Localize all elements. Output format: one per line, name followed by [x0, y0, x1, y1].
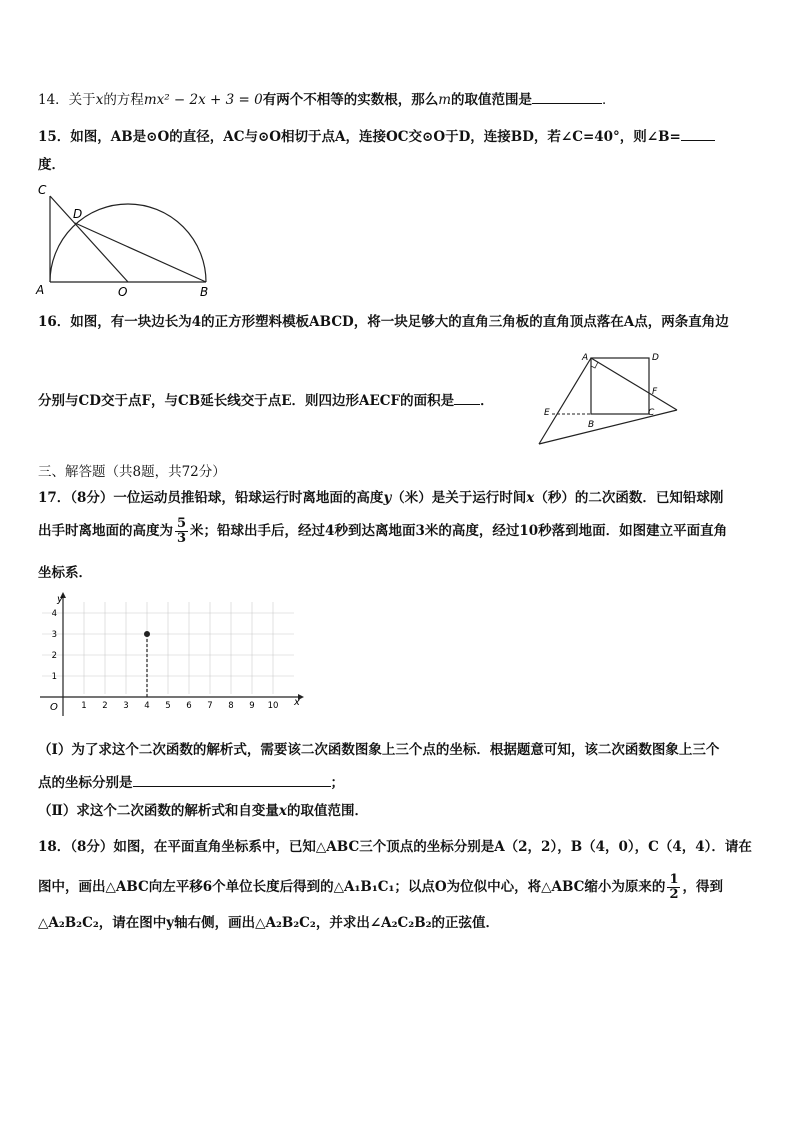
- q18-frac-num: 1: [669, 871, 679, 887]
- q16-label-a: A: [582, 353, 589, 363]
- q17-y-tick-label: 4: [51, 609, 57, 619]
- q15-figure: [36, 182, 216, 298]
- q17-part2: [38, 802, 368, 820]
- q17-frac-num: 5: [177, 515, 187, 531]
- q17-y-tick-label: 2: [51, 651, 57, 661]
- q18-fraction: [667, 873, 680, 902]
- q16-label-d: D: [652, 353, 659, 363]
- q14-mid2: 有两个不相等的实数根，那么: [262, 92, 439, 108]
- q17-part2-text-a: （Ⅱ）求这个二次函数的解析式和自变量: [38, 803, 279, 819]
- q17-text2a: 出手时离地面的高度为: [38, 523, 173, 539]
- q18-line2: [38, 870, 723, 904]
- q17-point: [144, 631, 150, 637]
- q16-text2: 分别与CD交于点F，与CB延长线交于点E．则四边形AECF的面积是: [38, 393, 455, 409]
- q17-x-tick-label: 6: [186, 701, 192, 711]
- q17-y-tick-label: 3: [51, 630, 57, 640]
- q16-label-f: F: [652, 387, 658, 397]
- q17-x-tick-label: 2: [102, 701, 108, 711]
- q16-line-ae: [539, 358, 591, 444]
- q17-line1: [38, 489, 723, 507]
- q14-var-x: x: [95, 92, 104, 108]
- q16-figure: [535, 348, 685, 448]
- q17-x-label: x: [294, 697, 300, 708]
- q14-suffix: 的取值范围是: [451, 92, 533, 108]
- q17-x-tick-label: 8: [228, 701, 234, 711]
- q17-text1b: （米）是关于运行时间: [391, 490, 527, 506]
- q17-x-tick-label: 4: [144, 701, 150, 711]
- q15-label-o: O: [118, 285, 128, 299]
- q17-graph: [36, 592, 316, 722]
- q18-text2b: ，得到: [682, 879, 723, 895]
- q17-x-tick-label: 9: [249, 701, 255, 711]
- q14-answer-blank[interactable]: [532, 89, 602, 104]
- q16-line2: [38, 390, 494, 410]
- q14-end: ．: [602, 92, 616, 108]
- q17-line3: 坐标系．: [38, 565, 92, 581]
- q16-answer-blank[interactable]: [454, 390, 480, 405]
- q17-x-tick-label: 1: [81, 701, 87, 711]
- q15-label-a: A: [36, 283, 45, 297]
- q17-x-tick-label: 5: [165, 701, 171, 711]
- q17-part2-text-b: 的取值范围．: [286, 803, 368, 819]
- q16-label-c: C: [648, 408, 655, 418]
- q18-text2a: 图中，画出△ABC向左平移6个单位长度后得到的△A₁B₁C₁；以点O为位似中心，将△ABC缩小为原来的: [38, 879, 666, 895]
- q17-var-x: x: [526, 490, 535, 506]
- q16-label-e: E: [544, 408, 550, 418]
- q15-label-c: C: [38, 183, 47, 197]
- q15-label-b: B: [200, 285, 209, 299]
- q16-right-angle-mark: [591, 362, 598, 368]
- q16-end: ．: [480, 393, 494, 409]
- q17-text1c: （秒）的二次函数．已知铅球刚: [534, 490, 724, 506]
- q18-line1: 18．（8分）如图，在平面直角坐标系中，已知△ABC三个顶点的坐标分别是A（2，2），B（4，0），C（4，4）．请在: [38, 839, 752, 855]
- q18-line3: △A₂B₂C₂，请在图中y轴右侧，画出△A₂B₂C₂，并求出∠A₂C₂B₂的正弦值．: [38, 915, 500, 931]
- q15-line-oc: [50, 196, 128, 282]
- q17-part2-var-x: x: [278, 803, 287, 819]
- q14-var-m: m: [438, 92, 452, 108]
- q17-part1-answer-blank[interactable]: [133, 772, 331, 787]
- q16-square: [591, 358, 649, 414]
- q17-y-label: y: [57, 594, 63, 605]
- section3-heading: 三、解答题（共8题，共72分）: [38, 464, 226, 480]
- q18-frac-den: 2: [669, 886, 679, 902]
- q16-line-af: [591, 358, 677, 410]
- q15-line2: 度．: [38, 157, 65, 173]
- q15-text1: 15．如图，AB是⊙O的直径，AC与⊙O相切于点A，连接OC交⊙O于D，连接BD，若∠C=40°，则∠B=: [38, 129, 681, 145]
- q17-var-y: y: [383, 490, 392, 506]
- q17-x-tick-label: 3: [123, 701, 129, 711]
- q14-line: [38, 89, 616, 109]
- q15-line-bd: [75, 223, 206, 282]
- q17-grid: [42, 602, 294, 694]
- q15-line1: [38, 126, 715, 146]
- q17-fraction: [175, 517, 188, 546]
- q17-part1-text: 点的坐标分别是: [38, 775, 133, 791]
- q17-line2: [38, 516, 727, 546]
- q17-text2b: 米；铅球出手后，经过4秒到达离地面3米的高度，经过10秒落到地面．如图建立平面直角: [190, 523, 728, 539]
- q15-answer-blank[interactable]: [681, 126, 715, 141]
- q14-prefix: 14．关于: [38, 92, 96, 108]
- q17-frac-den: 3: [177, 530, 187, 546]
- q14-equation: mx² − 2x + 3 = 0: [143, 92, 263, 108]
- q14-mid: 的方程: [103, 92, 144, 108]
- q17-x-tick-label: 10: [267, 701, 279, 711]
- q16-line1: 16．如图，有一块边长为4的正方形塑料模板ABCD，将一块足够大的直角三角板的直角顶点落在A点，两条直角边: [38, 314, 729, 330]
- q17-origin: O: [50, 702, 58, 713]
- q17-text1a: 17．（8分）一位运动员推铅球，铅球运行时离地面的高度: [38, 490, 384, 506]
- q17-part1-end: ；: [330, 775, 344, 791]
- q17-y-tick-label: 1: [51, 672, 57, 682]
- q16-label-b: B: [588, 420, 595, 430]
- q15-label-d: D: [73, 207, 83, 221]
- q16-line-ef: [539, 410, 677, 444]
- q17-x-tick-label: 7: [207, 701, 213, 711]
- q17-part1-line1: （Ⅰ）为了求这个二次函数的解析式，需要该二次函数图象上三个点的坐标．根据题意可知，该二次函数图象上三个: [38, 742, 720, 758]
- q17-part1-line2: [38, 772, 344, 792]
